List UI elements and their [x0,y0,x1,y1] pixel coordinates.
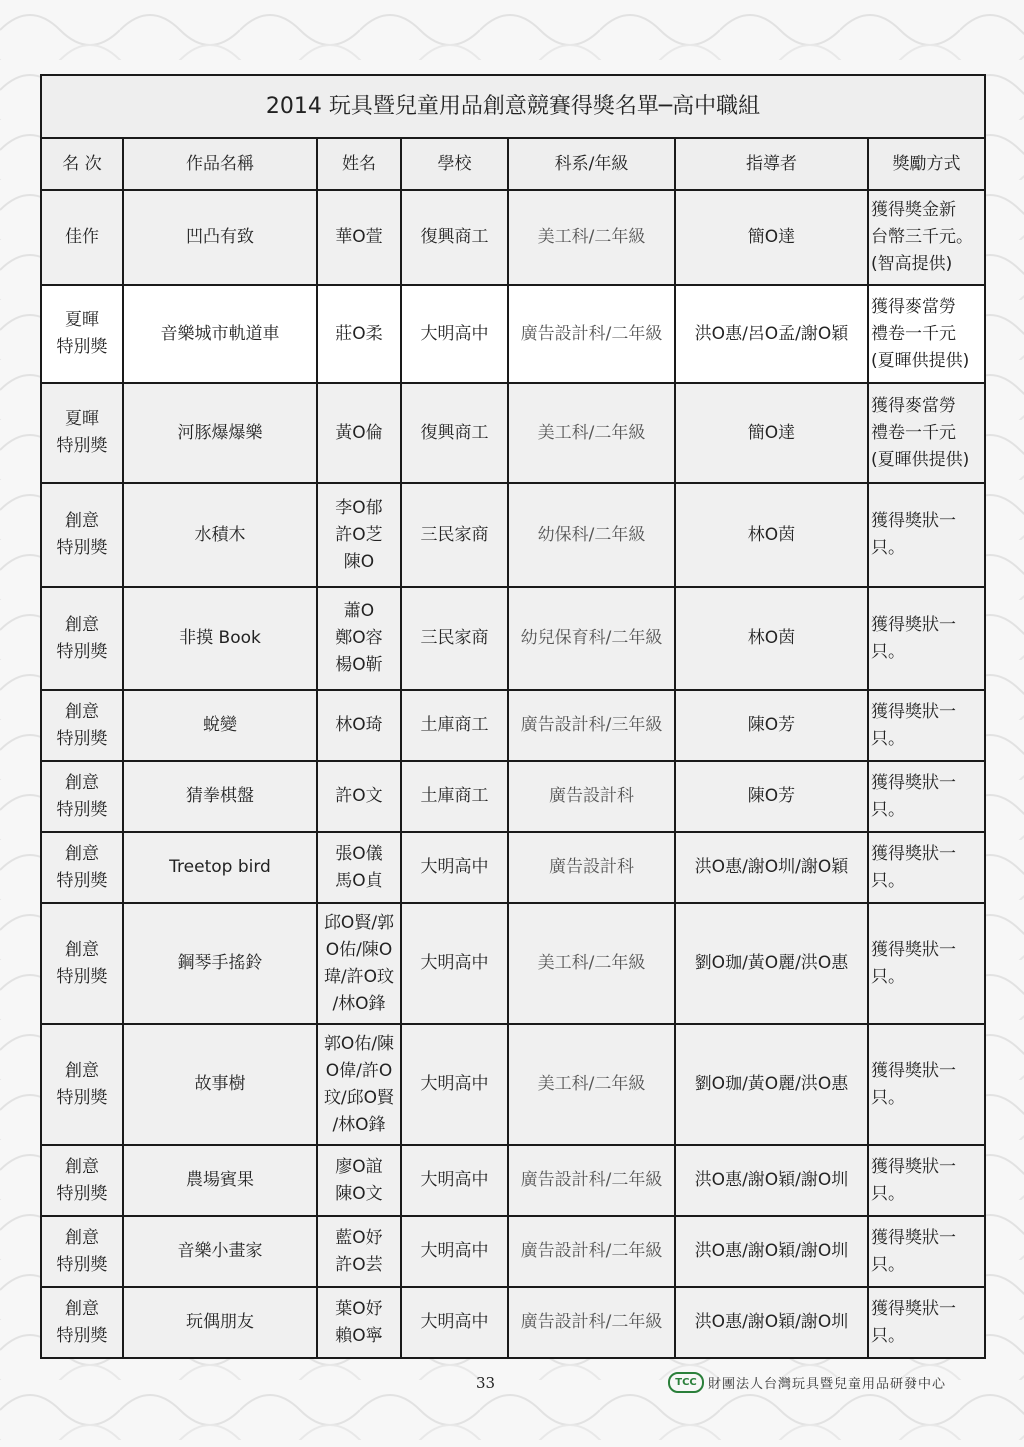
award-cell-line: 獲得獎狀一 [871,614,956,635]
table-row [41,690,985,761]
award-cell-line: (夏暉供提供) [871,350,970,371]
student-names-cell [317,190,401,285]
student-names-cell [317,483,401,587]
school-cell: 三民家商 [401,587,508,690]
award-cell-line: 獲得獎狀一 [871,939,956,960]
award-cell [868,690,985,761]
award-cell-line: 獲得獎狀一 [871,511,956,531]
award-cell-line: 獲得獎狀一 [871,772,956,793]
rank-cell [41,1145,123,1216]
student-names-cell-line: 藍O妤 [335,1227,383,1248]
award-cell-line: 只。 [871,641,905,662]
school-cell: 大明高中 [401,832,508,903]
table-row [41,1287,985,1358]
advisor-cell: 劉O珈/黃O麗/洪O惠 [675,903,868,1024]
rank-cell-line: 創意 [65,843,99,864]
award-cell [868,832,985,903]
advisor-cell: 簡O達 [675,190,868,285]
advisor-cell: 洪O惠/謝O穎/謝O圳 [675,1287,868,1358]
work-title-cell: Treetop bird [123,832,317,903]
title-row [41,75,985,138]
advisor-cell: 洪O惠/謝O穎/謝O圳 [675,1216,868,1287]
rank-cell-line: 特別獎 [56,337,108,357]
award-cell [868,483,985,587]
student-names-cell-line: 玟/邱O賢 [323,1087,395,1108]
advisor-cell: 洪O惠/謝O圳/謝O穎 [675,832,868,903]
rank-cell-line: 特別獎 [56,1183,108,1204]
award-cell-line: 只。 [871,966,905,987]
student-names-cell-line: 陳O [343,551,375,572]
student-names-cell [317,903,401,1024]
header-advisor: 指導者 [675,138,868,190]
department-cell: 廣告設計科/三年級 [508,690,675,761]
org-name: 財團法人台灣玩具暨兒童用品研發中心 [708,1377,947,1392]
award-cell-line: 獲得獎金新 [871,200,956,220]
award-cell-line: 獲得獎狀一 [871,1298,956,1319]
school-cell: 大明高中 [401,285,508,383]
award-cell-line: 禮卷一千元 [871,323,956,344]
work-title-cell: 水積木 [123,483,317,587]
rank-cell [41,1287,123,1358]
award-cell-line: 獲得獎狀一 [871,701,956,722]
student-names-cell-line: 楊O靳 [335,655,383,675]
rank-cell-line: 特別獎 [56,1087,108,1108]
rank-cell [41,761,123,832]
award-cell-line: 只。 [871,799,905,820]
rank-cell-line: 創意 [65,1227,99,1248]
rank-cell-line: 特別獎 [56,1254,108,1275]
award-cell [868,1024,985,1145]
school-cell: 大明高中 [401,1216,508,1287]
school-cell: 復興商工 [401,383,508,483]
work-title-cell: 鋼琴手搖鈴 [123,903,317,1024]
header-row [41,138,985,190]
department-cell: 美工科/二年級 [508,383,675,483]
award-cell [868,1216,985,1287]
award-cell-line: 禮卷一千元 [871,422,956,443]
student-names-cell-line: 廖O誼 [335,1156,383,1177]
work-title-cell: 河豚爆爆樂 [123,383,317,483]
student-names-cell-line: 郭O佑/陳 [323,1033,395,1054]
school-cell: 土庫商工 [401,761,508,832]
rank-cell [41,1216,123,1287]
school-cell: 大明高中 [401,1145,508,1216]
rank-cell-line: 創意 [65,1060,99,1081]
work-title-cell: 故事樹 [123,1024,317,1145]
advisor-cell: 林O茵 [675,483,868,587]
rank-cell [41,832,123,903]
student-names-cell [317,1287,401,1358]
rank-cell-line: 創意 [65,1298,99,1319]
student-names-cell-line: 葉O妤 [335,1298,383,1319]
award-cell-line: 台幣三千元。 [871,227,973,247]
advisor-cell: 林O茵 [675,587,868,690]
rank-cell-line: 創意 [65,701,99,722]
student-names-cell-line: O偉/許O [325,1060,393,1081]
advisor-cell: 洪O惠/謝O穎/謝O圳 [675,1145,868,1216]
work-title-cell: 猜拳棋盤 [123,761,317,832]
footer-org [668,1372,946,1393]
student-names-cell-line: 許O芝 [335,524,383,545]
award-table [40,74,986,1359]
advisor-cell: 劉O珈/黃O麗/洪O惠 [675,1024,868,1145]
award-cell [868,285,985,383]
table-title: 2014 玩具暨兒童用品創意競賽得獎名單─高中職組 [41,75,985,138]
award-cell [868,903,985,1024]
student-names-cell-line: 黃O倫 [335,422,383,443]
rank-cell-line: 特別獎 [56,728,108,749]
student-names-cell [317,761,401,832]
student-names-cell-line: 賴O寧 [335,1325,383,1346]
student-names-cell [317,1145,401,1216]
school-cell: 三民家商 [401,483,508,587]
rank-cell-line: 創意 [65,1156,99,1177]
school-cell: 土庫商工 [401,690,508,761]
department-cell: 廣告設計科 [508,761,675,832]
advisor-cell: 陳O芳 [675,761,868,832]
student-names-cell-line: 李O郁 [335,497,383,518]
student-names-cell-line: 瑋/許O玟 [323,966,395,987]
award-cell [868,761,985,832]
work-title-cell: 音樂城市軌道車 [123,285,317,383]
student-names-cell-line: 蕭O [343,601,375,621]
award-cell [868,190,985,285]
advisor-cell: 陳O芳 [675,690,868,761]
award-cell [868,1145,985,1216]
department-cell: 幼保科/二年級 [508,483,675,587]
award-table-container [40,74,984,1359]
department-cell: 美工科/二年級 [508,1024,675,1145]
student-names-cell [317,832,401,903]
rank-cell [41,383,123,483]
student-names-cell-line: 邱O賢/郭 [323,912,395,933]
header-rank: 名 次 [41,138,123,190]
student-names-cell [317,383,401,483]
student-names-cell [317,1024,401,1145]
rank-cell [41,587,123,690]
rank-cell-line: 夏暉 [65,310,99,330]
rank-cell-line: 創意 [65,614,99,635]
work-title-cell: 非摸 Book [123,587,317,690]
work-title-cell: 玩偶朋友 [123,1287,317,1358]
student-names-cell [317,587,401,690]
table-row [41,761,985,832]
student-names-cell-line: 馬O貞 [335,870,383,891]
student-names-cell-line: /林O鋒 [332,993,386,1014]
rank-cell-line: 特別獎 [56,436,108,456]
award-cell-line: 獲得獎狀一 [871,1227,956,1248]
table-row [41,1024,985,1145]
table-row [41,190,985,285]
award-cell-line: 只。 [871,1183,905,1204]
department-cell: 幼兒保育科/二年級 [508,587,675,690]
rank-cell [41,190,123,285]
department-cell: 美工科/二年級 [508,903,675,1024]
award-cell-line: 獲得麥當勞 [871,296,956,317]
department-cell: 廣告設計科/二年級 [508,1287,675,1358]
school-cell: 大明高中 [401,1024,508,1145]
student-names-cell-line: 莊O柔 [335,323,383,344]
work-title-cell: 農場賓果 [123,1145,317,1216]
header-dept: 科系/年級 [508,138,675,190]
page-number: 33 [476,1374,496,1392]
award-cell-line: (智高提供) [871,254,953,274]
award-cell-line: 只。 [871,1254,905,1275]
table-row [41,285,985,383]
student-names-cell-line: 林O琦 [335,715,383,735]
rank-cell-line: 創意 [65,772,99,793]
advisor-cell: 洪O惠/呂O孟/謝O穎 [675,285,868,383]
rank-cell-line: 特別獎 [56,538,108,558]
rank-cell-line: 創意 [65,939,99,960]
school-cell: 大明高中 [401,903,508,1024]
header-award: 獎勵方式 [868,138,985,190]
student-names-cell-line: /林O鋒 [332,1114,386,1135]
award-cell-line: 只。 [871,870,905,891]
rank-cell-line: 特別獎 [56,870,108,891]
student-names-cell [317,1216,401,1287]
award-cell-line: 獲得獎狀一 [871,843,956,864]
department-cell: 廣告設計科/二年級 [508,1145,675,1216]
header-work: 作品名稱 [123,138,317,190]
rank-cell-line: 特別獎 [56,1325,108,1346]
award-cell [868,587,985,690]
student-names-cell-line: 陳O文 [335,1183,383,1204]
award-cell [868,383,985,483]
student-names-cell-line: 張O儀 [335,843,383,864]
tcc-logo: TCC [668,1372,704,1393]
department-cell: 美工科/二年級 [508,190,675,285]
table-row [41,903,985,1024]
rank-cell-line: 佳作 [65,227,99,247]
award-cell-line: 獲得麥當勞 [871,395,956,416]
student-names-cell [317,690,401,761]
award-cell-line: 只。 [871,1087,905,1108]
award-cell-line: (夏暉供提供) [871,449,970,470]
student-names-cell-line: O佑/陳O [325,939,393,960]
table-row [41,1216,985,1287]
department-cell: 廣告設計科 [508,832,675,903]
work-title-cell: 音樂小畫家 [123,1216,317,1287]
school-cell: 復興商工 [401,190,508,285]
award-cell-line: 獲得獎狀一 [871,1156,956,1177]
work-title-cell: 蛻變 [123,690,317,761]
table-row [41,483,985,587]
award-cell-line: 只。 [871,1325,905,1346]
rank-cell-line: 夏暉 [65,409,99,429]
award-cell [868,1287,985,1358]
table-row [41,1145,985,1216]
student-names-cell [317,285,401,383]
advisor-cell: 簡O達 [675,383,868,483]
rank-cell [41,1024,123,1145]
rank-cell-line: 特別獎 [56,799,108,820]
student-names-cell-line: 鄭O容 [335,628,383,648]
rank-cell-line: 創意 [65,511,99,531]
rank-cell [41,285,123,383]
award-cell-line: 只。 [871,728,905,749]
table-row [41,587,985,690]
rank-cell-line: 特別獎 [56,966,108,987]
department-cell: 廣告設計科/二年級 [508,285,675,383]
rank-cell-line: 特別獎 [56,641,108,662]
school-cell: 大明高中 [401,1287,508,1358]
award-cell-line: 獲得獎狀一 [871,1060,956,1081]
rank-cell [41,903,123,1024]
table-row [41,832,985,903]
student-names-cell-line: 許O芸 [335,1254,383,1275]
table-row [41,383,985,483]
header-school: 學校 [401,138,508,190]
award-cell-line: 只。 [871,538,905,558]
rank-cell [41,483,123,587]
work-title-cell: 凹凸有致 [123,190,317,285]
header-name: 姓名 [317,138,401,190]
rank-cell [41,690,123,761]
student-names-cell-line: 許O文 [335,786,383,806]
student-names-cell-line: 華O萱 [335,227,383,247]
department-cell: 廣告設計科/二年級 [508,1216,675,1287]
